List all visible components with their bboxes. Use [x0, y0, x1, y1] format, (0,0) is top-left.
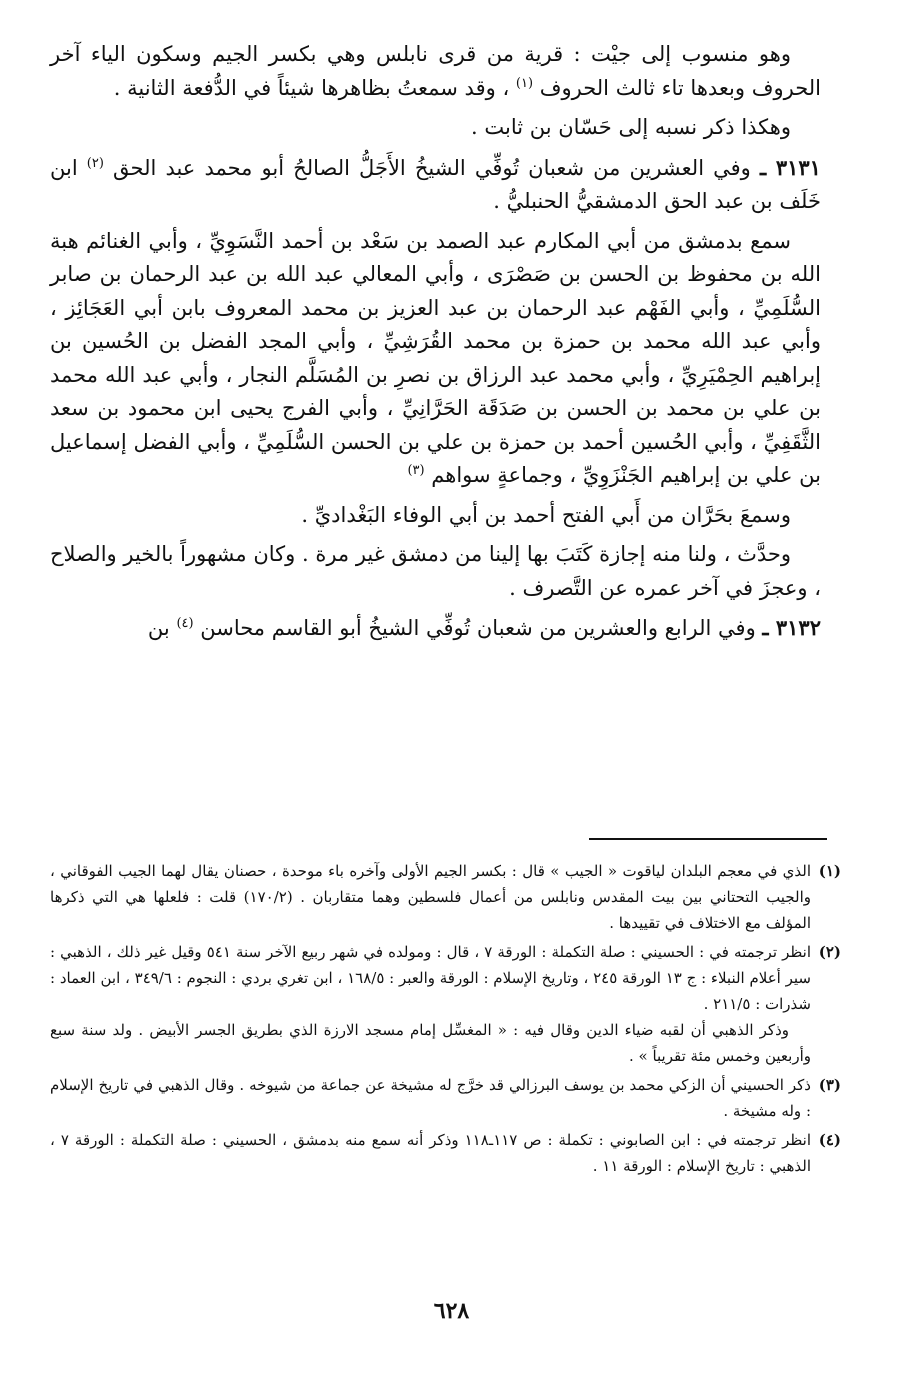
footnote-text	[50, 1127, 811, 1179]
entry-number: ٣١٣١ ـ	[759, 154, 821, 180]
footnote-text	[50, 939, 811, 1069]
footnote-text	[50, 858, 811, 936]
paragraph-nisba	[50, 38, 821, 105]
footnote-1	[50, 858, 841, 936]
paragraph-harran: وسمعَ بحَرَّان من أَبي الفتح أحمد بن أبي الوفاء البَغْداديِّ .	[301, 502, 791, 527]
footnote-4	[50, 1127, 841, 1179]
paragraph-text: وهو منسوب إلى جيْت : قرية من قرى نابلس وهي بكسر الجيم وسكون الياء آخر الحروف وبعدها تاء ثالث الحروف	[50, 42, 821, 100]
paragraph-text: ، وقد سمعتُ بظاهرها شيئاً في الدُّفعة الثانية .	[113, 75, 510, 100]
entry-text: وفي العشرين من شعبان تُوفِّي الشيخُ الأَجَلُّ الصالحُ أبو محمد عبد الحق	[113, 155, 751, 180]
footnote-line: انظر ترجمته في : ابن الصابوني : تكملة : ص ١١٧ـ١١٨ وذكر أنه سمع منه بدمشق ، الحسيني : صلة التكملة : الورقة ٧ ، الذهبي : تاريخ الإسلام : الورقة ١١ .	[50, 1131, 811, 1175]
footnote-line: انظر ترجمته في : الحسيني : صلة التكملة : الورقة ٧ ، قال : ومولده في شهر ربيع الآخر سنة ٥٤١ وقيل غير ذلك ، الذهبي : سير أعلام النبلاء : ج ١٣ الورقة ٢٤٥ ، وتاريخ الإسلام : الورقة والعبر : ١٦٨/٥ ، ابن تغري بردي : النجوم : ٣٤٩/٦ ، ابن العماد : شذرات : ٢١١/٥ .	[50, 943, 811, 1013]
footnote-line: وذكر الذهبي أن لقبه ضياء الدين وقال فيه : « المغسِّل إمام مسجد الارزة الذي بطريق الجسر الأبيض . ولد سنة سبع وأربعين وخمس مئة تقريباً » .	[50, 1021, 811, 1065]
paragraph-narration: وحدَّث ، ولنا منه إجازة كَتَبَ بها إلينا من دمشق غير مرة . وكان مشهوراً بالخير والصلاح ، وعجزَ في آخر عمره عن التَّصرف .	[50, 542, 821, 600]
paragraph-lineage: وهكذا ذكر نسبه إلى حَسّان بن ثابت .	[471, 115, 791, 139]
page-number: ٦٢٨	[433, 1298, 470, 1324]
footnote-2	[50, 939, 841, 1069]
paragraph-text: سمع بدمشق من أبي المكارم عبد الصمد بن سَعْد بن أحمد النَّسَوِيِّ ، وأبي الغنائم هبة الله بن محفوظ بن الحسن بن صَصْرَى ، وأبي المعالي عبد الله بن عبد الرحمان بن صابر السُّلَمِيِّ ، وأبي الفَهْم عبد الرحمان بن عبد العزيز بن محمد المعروف بابن أبي العَجَائِز ، وأبي عبد الله محمد بن حمزة بن محمد القُرَشِيِّ ، وأبي المجد الفضل بن الحُسين بن إبراهيم الحِمْيَرِيِّ ، وأبي محمد عبد الرزاق بن نصرِ بن المُسَلَّم النجار ، وأبي عبد الله محمد بن علي بن محمد بن الحسن بن صَدَقَة الحَرَّانِيِّ ، وأبي الفرج يحيى ابن محمود بن سعد الثَّقَفِيِّ ، وأبي الحُسين أحمد بن حمزة بن علي بن الحسن السُّلَمِيِّ ، وأبي الفضل إسماعيل بن علي بن إبراهيم الجَنْزَوِيِّ ، وجماعةٍ سواهم	[50, 228, 821, 487]
entry-text: ابن خَلَف بن عبد الحق الدمشقيُّ الحنبليُّ .	[50, 155, 821, 213]
paragraph-teachers	[50, 225, 821, 493]
entry-3132	[50, 611, 821, 646]
footnotes	[50, 858, 841, 1182]
entry-text: بن	[147, 616, 170, 640]
footnote-number: (٣)	[818, 1076, 841, 1094]
footnote-ref: (٣)	[407, 463, 425, 478]
entry-text: وفي الرابع والعشرين من شعبان تُوفِّي الشيخُ أبو القاسم محاسن	[200, 616, 756, 640]
footnote-number: (٢)	[818, 943, 841, 961]
footnote-ref: (٢)	[86, 155, 104, 171]
footnote-divider	[589, 838, 827, 840]
footnote-number: (١)	[818, 862, 841, 880]
footnote-text	[50, 1072, 811, 1124]
entry-number: ٣١٣٢ ـ	[762, 615, 821, 640]
footnote-number: (٤)	[818, 1131, 841, 1149]
footnote-3	[50, 1072, 841, 1124]
footnote-ref: (٤)	[176, 616, 194, 631]
main-text	[50, 38, 821, 646]
footnote-line: الذي في معجم البلدان لياقوت « الجيب » قال : بكسر الجيم الأولى وآخره باء موحدة ، حصنان يقال لهما الجيب الفوقاني ، والجيب التحتاني بين بيت المقدس ونابلس من أعمال فلسطين وهما متقاربان . (١٧٠/٢) قلت : فلعلها هي التي ذكرها المؤلف مع الاختلاف في تقييدها .	[50, 862, 811, 932]
entry-3131	[50, 151, 821, 219]
footnote-line: ذكر الحسيني أن الزكي محمد بن يوسف البرزالي قد خرَّج له مشيخة عن جماعة من شيوخه . وقال الذهبي في تاريخ الإسلام : وله مشيخة .	[50, 1076, 811, 1120]
footnote-ref: (١)	[515, 75, 534, 91]
